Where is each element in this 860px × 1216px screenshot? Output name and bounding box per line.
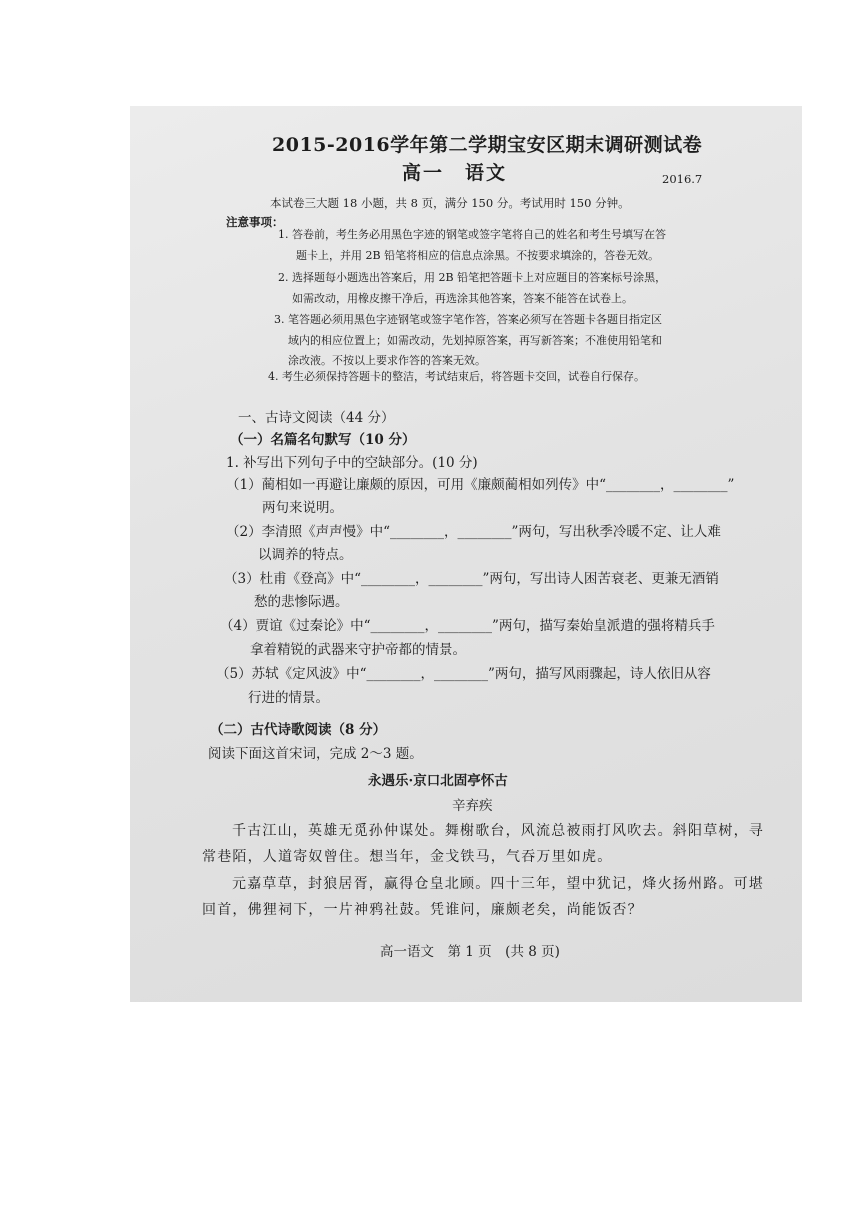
question-item: （2）李清照《声声慢》中“________，________”两句，写出秋季冷暖不定、让人难: [226, 524, 721, 540]
exam-subtitle: 高一 语文: [402, 162, 508, 184]
note-line: 1. 答卷前，考生务必用黑色字迹的钢笔或签字笔将自己的姓名和考生号填写在答: [278, 228, 666, 241]
subsection-heading: （一）名篇名句默写（10 分）: [230, 432, 416, 448]
question-item: （3）杜甫《登高》中“________，________”两句，写出诗人困苦衰老、更兼无酒销: [224, 571, 719, 587]
poem-line: 元嘉草草，封狼居胥，赢得仓皇北顾。四十三年，望中犹记，烽火扬州路。可堪: [232, 876, 764, 892]
poem-line: 常巷陌，人道寄奴曾住。想当年，金戈铁马，气吞万里如虎。: [202, 849, 613, 865]
exam-paper-photo: [130, 106, 802, 1002]
question-item: （1）蔺相如一再避让廉颇的原因，可用《廉颇蔺相如列传》中“________，________”: [226, 477, 735, 493]
poem-title: 永遇乐·京口北固亭怀古: [368, 773, 508, 789]
section-heading: 一、古诗文阅读（44 分）: [238, 410, 395, 426]
note-line: 如需改动，用橡皮擦干净后，再选涂其他答案，答案不能答在试卷上。: [292, 292, 633, 305]
note-line: 域内的相应位置上；如需改动，先划掉原答案，再写新答案；不准使用铅笔和: [288, 334, 662, 347]
exam-date: 2016.7: [662, 172, 703, 186]
poem-line: 千古江山，英雄无觅孙仲谋处。舞榭歌台，风流总被雨打风吹去。斜阳草树，寻: [232, 823, 764, 839]
question-item: 拿着精锐的武器来守护帝都的情景。: [250, 642, 466, 658]
poem-author: 辛弃疾: [452, 798, 493, 814]
subsection-heading: （二）古代诗歌阅读（8 分）: [210, 722, 387, 738]
note-line: 2. 选择题每小题选出答案后，用 2B 铅笔把答题卡上对应题目的答案标号涂黑，: [278, 271, 667, 284]
note-line: 3. 笔答题必须用黑色字迹钢笔或签字笔作答，答案必须写在答题卡各题目指定区: [274, 313, 662, 326]
note-line: 涂改液。不按以上要求作答的答案无效。: [288, 354, 486, 367]
page-footer: 高一语文 第 1 页 (共 8 页): [380, 944, 560, 960]
question-1: 1. 补写出下列句子中的空缺部分。(10 分): [226, 455, 478, 471]
notes-heading: 注意事项：: [226, 215, 284, 229]
question-item: 愁的悲惨际遇。: [254, 594, 349, 610]
question-item: （5）苏轼《定风波》中“________，________”两句，描写风雨骤起，诗人依旧从容: [216, 666, 711, 682]
note-line: 题卡上，并用 2B 铅笔将相应的信息点涂黑。不按要求填涂的，答卷无效。: [296, 249, 660, 262]
exam-info: 本试卷三大题 18 小题，共 8 页，满分 150 分。考试用时 150 分钟。: [270, 196, 630, 210]
question-item: 两句来说明。: [262, 500, 343, 516]
note-line: 4. 考生必须保持答题卡的整洁，考试结束后，将答题卡交回，试卷自行保存。: [268, 370, 645, 383]
question-item: （4）贾谊《过秦论》中“________，________”两句，描写秦始皇派遣的强将精兵手: [220, 618, 715, 634]
exam-title: 2015-2016学年第二学期宝安区期末调研测试卷: [272, 134, 703, 156]
question-item: 以调养的特点。: [258, 547, 353, 563]
question-item: 行进的情景。: [248, 690, 329, 706]
reading-intro: 阅读下面这首宋词，完成 2～3 题。: [208, 746, 423, 762]
poem-line: 回首，佛狸祠下，一片神鸦社鼓。凭谁问，廉颇老矣，尚能饭否？: [202, 902, 643, 918]
